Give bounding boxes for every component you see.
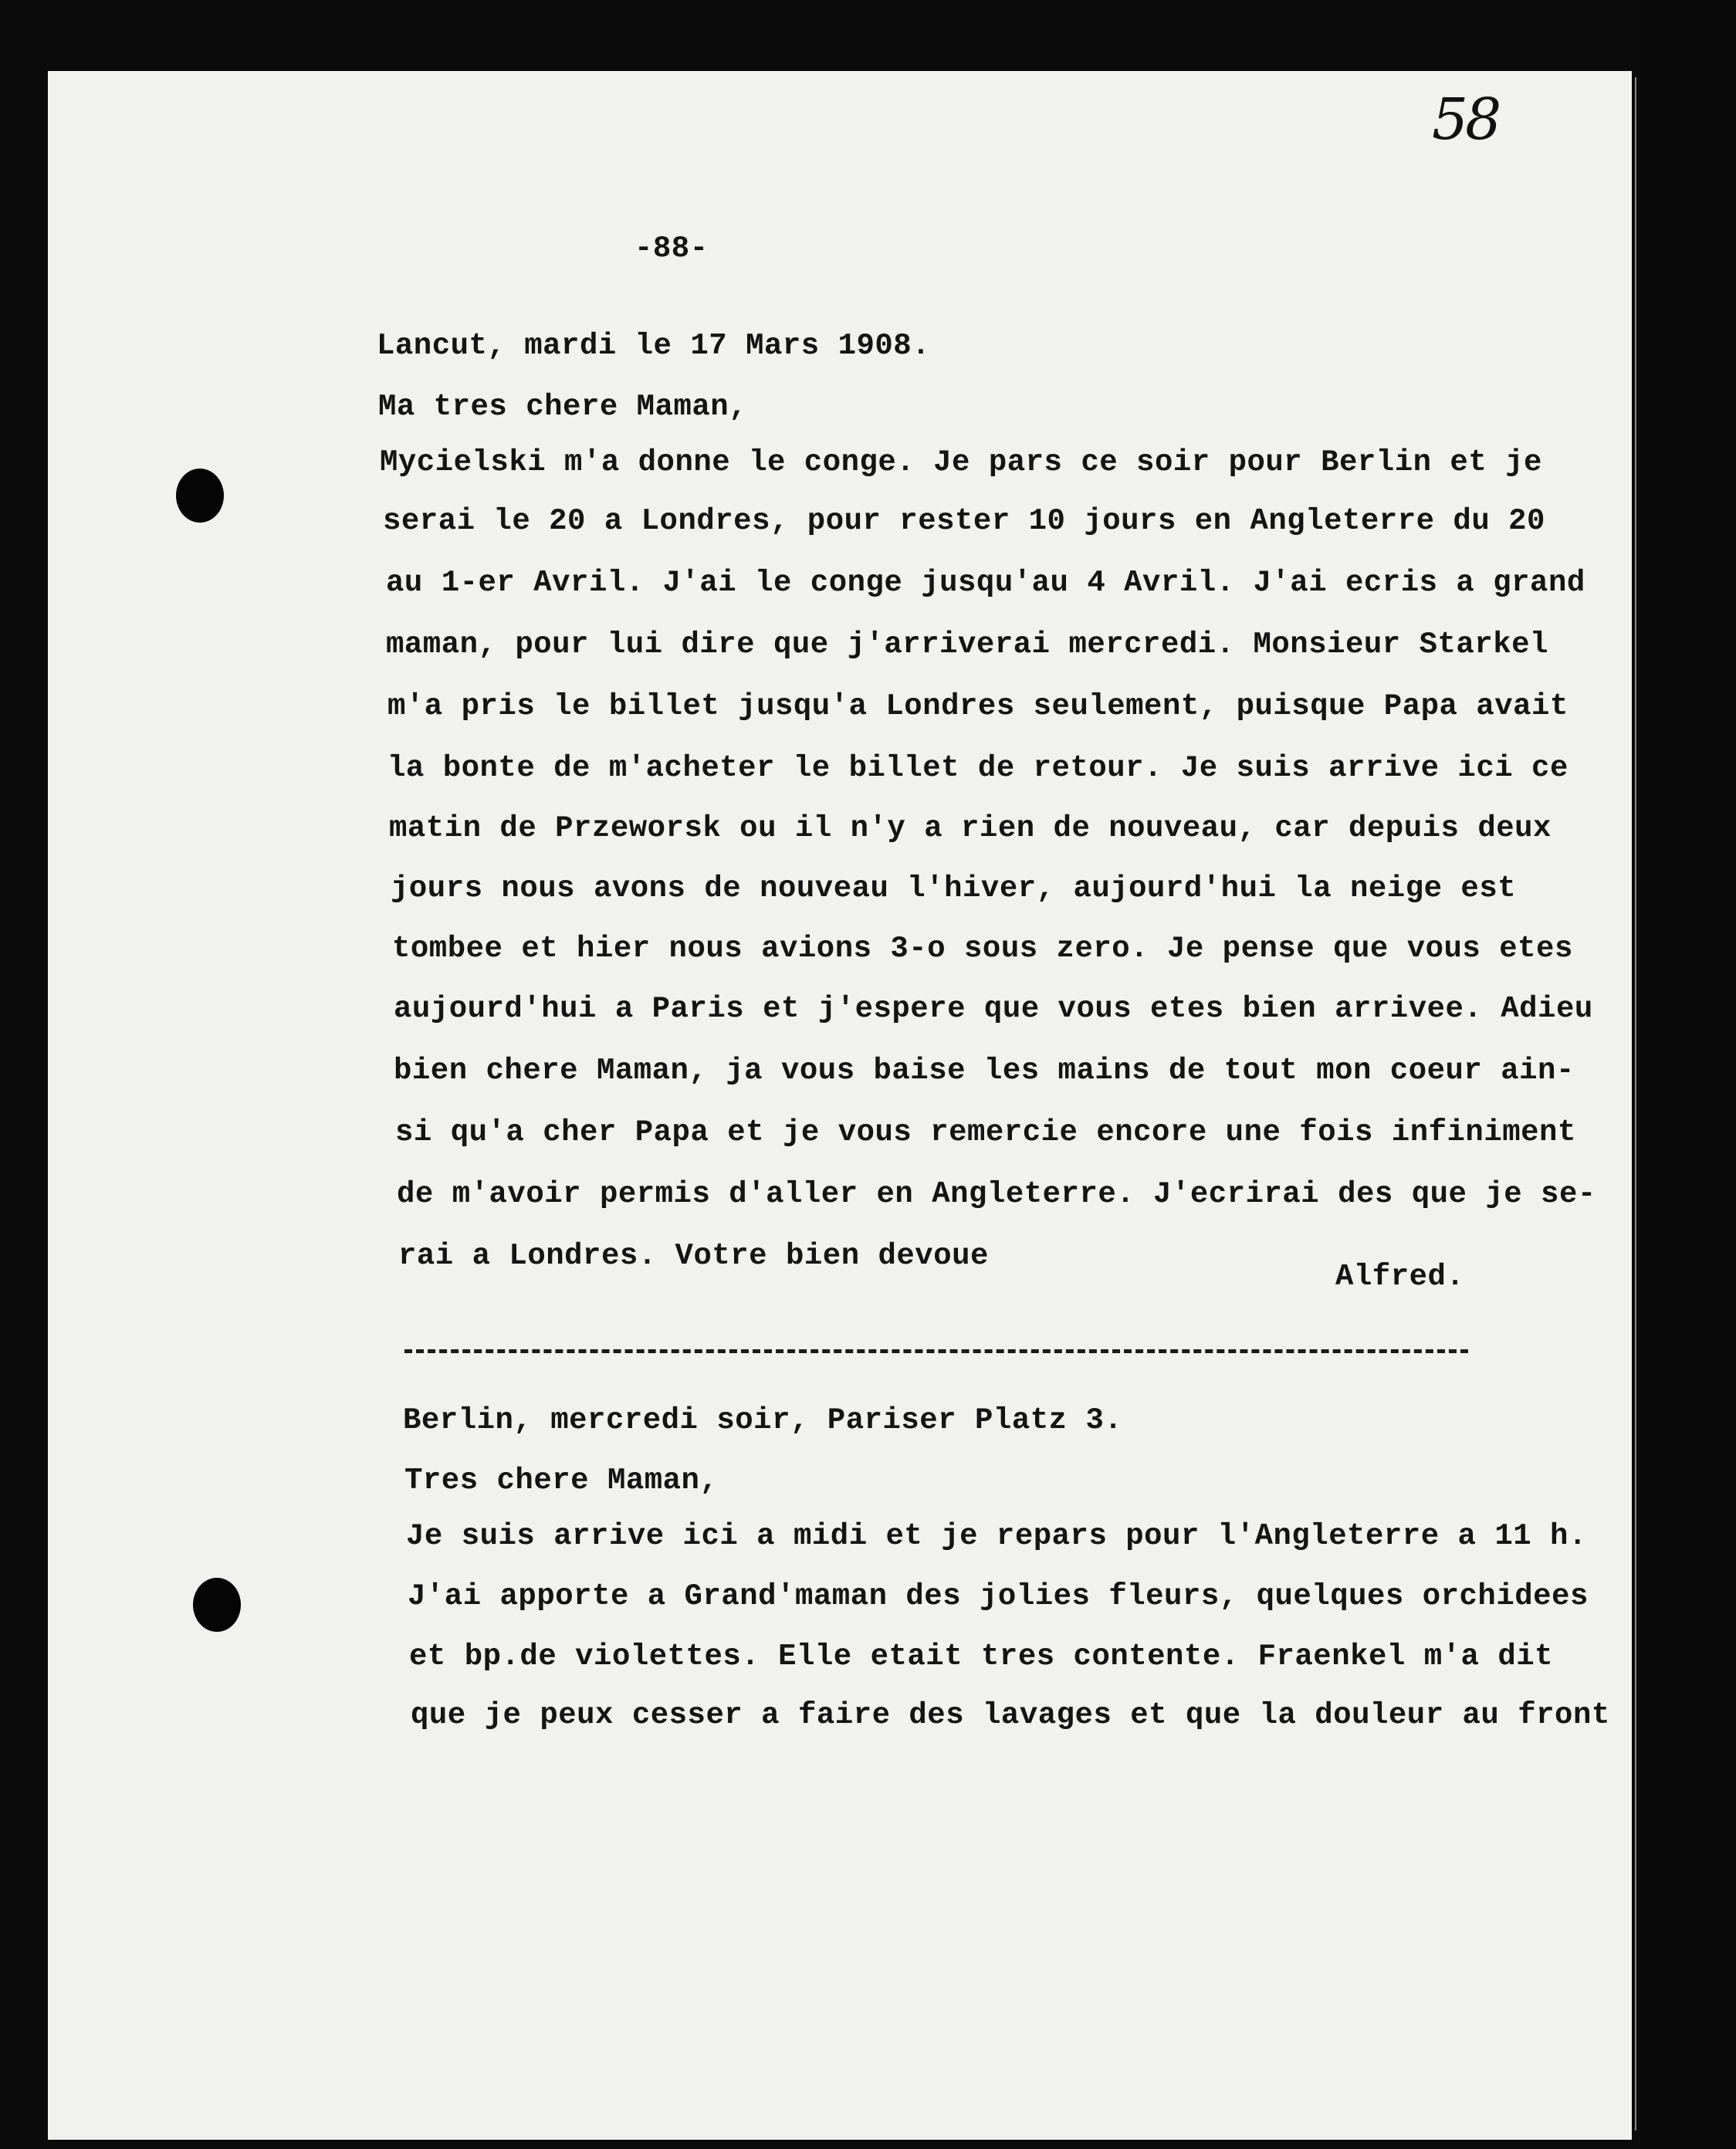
- letter1-signature: Alfred.: [1335, 1260, 1465, 1294]
- handwritten-folio-number: 58: [1432, 86, 1499, 153]
- letter1-line: la bonte de m'acheter le billet de retour. Je suis arrive ici ce: [387, 751, 1568, 785]
- letter1-line: si qu'a cher Papa et je vous remercie encore une fois infiniment: [395, 1115, 1576, 1149]
- letter1-line: rai a Londres. Votre bien devoue: [398, 1239, 989, 1273]
- letter1-line: de m'avoir permis d'aller en Angleterre. J'ecrirai des que je se-: [397, 1177, 1596, 1211]
- letter1-line: bien chere Maman, ja vous baise les mains de tout mon coeur ain-: [394, 1054, 1575, 1088]
- punch-hole-bottom: [193, 1578, 241, 1632]
- typewritten-page: [48, 71, 1632, 2140]
- letter1-line: serai le 20 a Londres, pour rester 10 jours en Angleterre du 20: [383, 504, 1545, 538]
- letter1-line: aujourd'hui a Paris et j'espere que vous etes bien arrivee. Adieu: [394, 992, 1593, 1026]
- letter2-line: J'ai apporte a Grand'maman des jolies fleurs, quelques orchidees: [408, 1579, 1589, 1613]
- page-number: -88-: [635, 232, 709, 266]
- letter1-salutation: Ma tres chere Maman,: [378, 390, 748, 424]
- letter1-line: matin de Przeworsk ou il n'y a rien de nouveau, car depuis deux: [389, 811, 1552, 845]
- letter1-line: au 1-er Avril. J'ai le conge jusqu'au 4 Avril. J'ai ecris a grand: [386, 566, 1585, 600]
- letter1-line: Mycielski m'a donne le conge. Je pars ce soir pour Berlin et je: [380, 445, 1542, 479]
- letter2-line: que je peux cesser a faire des lavages et que la douleur au front: [411, 1698, 1610, 1732]
- page-edge-line: [1635, 77, 1636, 2130]
- letter2-salutation: Tres chere Maman,: [404, 1464, 719, 1498]
- letter1-line: tombee et hier nous avions 3-o sous zero. Je pense que vous etes: [392, 932, 1573, 966]
- letter1-line: m'a pris le billet jusqu'a Londres seulement, puisque Papa avait: [387, 689, 1568, 723]
- punch-hole-top: [176, 469, 224, 523]
- letter2-heading: Berlin, mercredi soir, Pariser Platz 3.: [403, 1403, 1123, 1437]
- letter2-line: et bp.de violettes. Elle etait tres contente. Fraenkel m'a dit: [409, 1640, 1554, 1674]
- letter1-line: jours nous avons de nouveau l'hiver, aujourd'hui la neige est: [391, 871, 1517, 905]
- scan-border: [1640, 0, 1736, 2149]
- letter2-line: Je suis arrive ici a midi et je repars pour l'Angleterre a 11 h.: [406, 1519, 1587, 1553]
- letter1-line: maman, pour lui dire que j'arriverai mercredi. Monsieur Starkel: [386, 628, 1548, 662]
- letter-separator: [404, 1349, 1468, 1353]
- letter1-heading: Lancut, mardi le 17 Mars 1908.: [377, 329, 931, 363]
